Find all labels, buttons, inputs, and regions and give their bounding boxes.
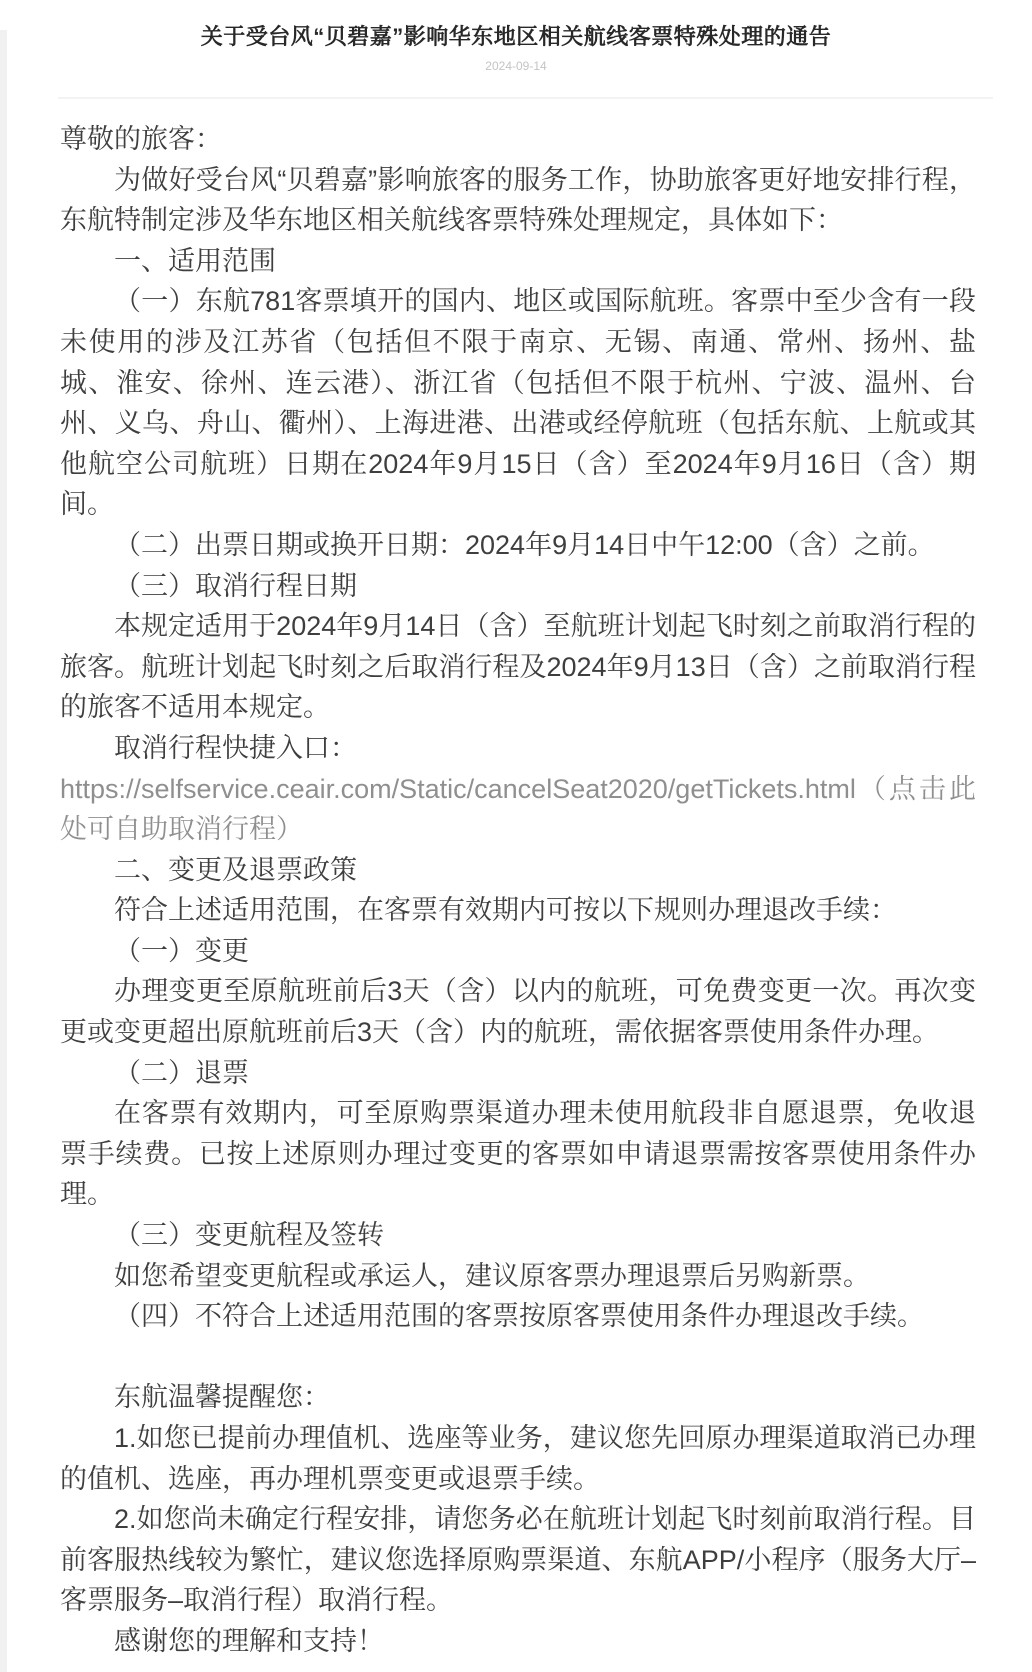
notice-paragraph: （四）不符合上述适用范围的客票按原客票使用条件办理退改手续。 — [114, 1301, 924, 1332]
publish-date: 2024-09-14 — [485, 59, 547, 73]
notice-paragraph: 如您希望变更航程或承运人，建议原客票办理退票后另购新票。 — [114, 1260, 870, 1291]
cancel-link-paragraph — [60, 769, 976, 850]
notice-paragraph: 办理变更至原航班前后3天（含）以内的航班，可免费变更一次。再次变更或变更超出原航班前后3天（含）内的航班，需依据客票使用条件办理。 — [60, 976, 976, 1048]
notice-paragraph: 尊敬的旅客： — [60, 124, 222, 154]
blank-line — [60, 1337, 976, 1378]
page-title: 关于受台风“贝碧嘉”影响华东地区相关航线客票特殊处理的通告 — [200, 24, 832, 49]
notice-paragraph: （一）变更 — [114, 935, 249, 966]
notice-paragraph: 1.如您已提前办理值机、选座等业务，建议您先回原办理渠道取消已办理的值机、选座，再办理机票变更或退票手续。 — [60, 1423, 976, 1494]
notice-paragraph: （二）退票 — [114, 1057, 249, 1088]
notice-paragraph: 符合上述适用范围，在客票有效期内可按以下规则办理退改手续： — [114, 895, 897, 926]
notice-paragraph: 二、变更及退票政策 — [114, 854, 357, 885]
notice-paragraph: （一）东航781客票填开的国内、地区或国际航班。客票中至少含有一段未使用的涉及江苏省（包括但不限于南京、无锡、南通、常州、扬州、盐城、淮安、徐州、连云港）、浙江省（包括但不限于杭州、宁波、温州、台州、义乌、舟山、衢州）、上海进港、出港或经停航班（包括东航、上航或其他航空公司航班）日期在2024年9月15日（含）至2024年9月16日（含）期间。 — [60, 286, 976, 520]
notice-paragraph: 为做好受台风“贝碧嘉”影响旅客的服务工作，协助旅客更好地安排行程，东航特制定涉及华东地区相关航线客票特殊处理规定，具体如下： — [60, 164, 976, 236]
notice-paragraph: 感谢您的理解和支持！ — [114, 1625, 384, 1656]
notice-paragraph: （三）取消行程日期 — [114, 570, 357, 601]
notice-paragraph: 本规定适用于2024年9月14日（含）至航班计划起飞时刻之前取消行程的旅客。航班计划起飞时刻之后取消行程及2024年9月13日（含）之前取消行程的旅客不适用本规定。 — [60, 611, 976, 723]
notice-paragraph: （三）变更航程及签转 — [114, 1220, 384, 1251]
notice-body — [60, 99, 976, 1672]
left-edge-strip — [0, 30, 7, 1672]
cancel-link-note: （点击此处可自助取消行程） — [60, 773, 976, 845]
cancel-trip-link[interactable]: https://selfservice.ceair.com/Static/cancelSeat2020/getTickets.html — [60, 773, 856, 804]
notice-paragraph: 2.如您尚未确定行程安排，请您务必在航班计划起飞时刻前取消行程。目前客服热线较为繁忙，建议您选择原购票渠道、东航APP/小程序（服务大厅–客票服务–取消行程）取消行程。 — [60, 1504, 976, 1616]
notice-header — [0, 0, 1032, 74]
notice-paragraph: 东航温馨提醒您： — [114, 1382, 330, 1413]
notice-paragraph: 在客票有效期内，可至原购票渠道办理未使用航段非自愿退票，免收退票手续费。已按上述原则办理过变更的客票如申请退票需按客票使用条件办理。 — [60, 1098, 976, 1210]
notice-paragraph: 一、适用范围 — [114, 245, 276, 276]
notice-paragraph: 取消行程快捷入口： — [114, 732, 357, 763]
notice-paragraph: （二）出票日期或换开日期：2024年9月14日中午12:00（含）之前。 — [114, 529, 935, 560]
